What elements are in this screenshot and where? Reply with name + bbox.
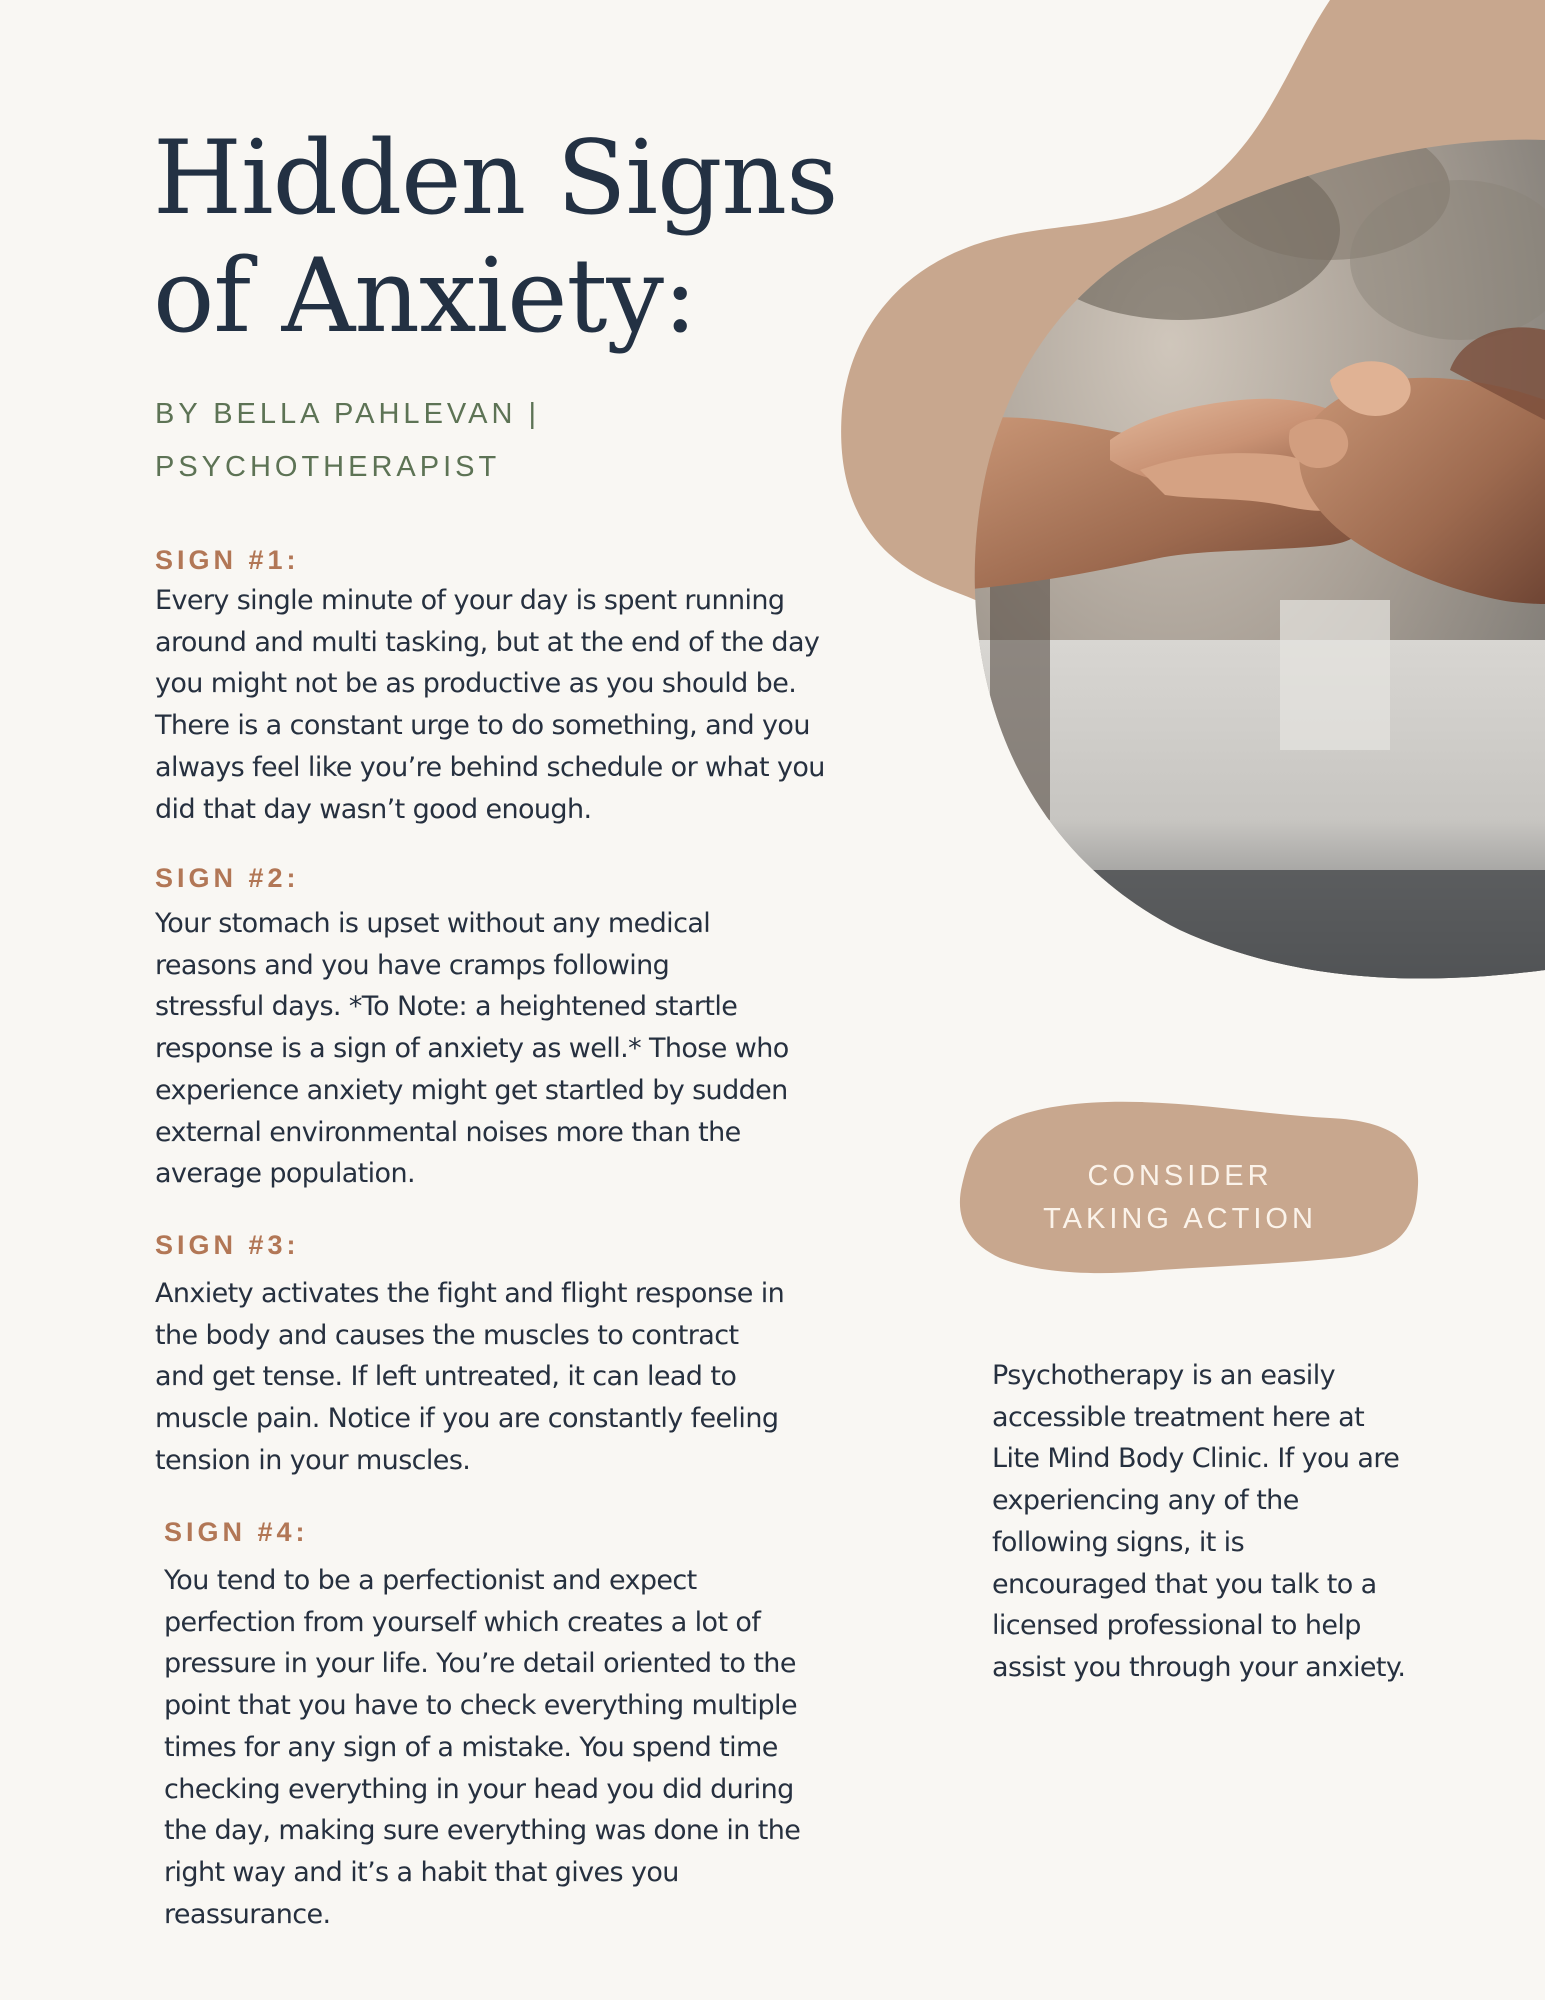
- sign-2-line: reasons and you have cramps following: [155, 949, 670, 981]
- sign-3-line: and get tense. If left untreated, it can lead to: [155, 1361, 737, 1393]
- sign-4-line: reassurance.: [164, 1898, 331, 1930]
- sign-4-line: right way and it’s a habit that gives you: [164, 1856, 679, 1888]
- sign-2-line: average population.: [155, 1158, 415, 1190]
- sign-1-line: always feel like you’re behind schedule or what you: [155, 751, 825, 783]
- title-line-2: of Anxiety:: [153, 237, 697, 356]
- title-line-1: Hidden Signs: [153, 119, 838, 238]
- sign-3-line: tension in your muscles.: [155, 1444, 471, 1476]
- psychotherapy-paragraph: [992, 1355, 1432, 1689]
- sign-4-line: pressure in your life. You’re detail oriented to the: [164, 1648, 796, 1680]
- side-line: assist you through your anxiety.: [992, 1651, 1406, 1683]
- sign-2-line: experience anxiety might get startled by sudden: [155, 1074, 788, 1106]
- sign-1-body: [155, 580, 875, 830]
- sign-3-body: [155, 1273, 875, 1482]
- sign-1-line: There is a constant urge to do something, and you: [155, 710, 810, 742]
- cta-line-1: CONSIDER: [1087, 1160, 1273, 1192]
- side-line: encouraged that you talk to a: [992, 1568, 1377, 1600]
- sign-4-line: times for any sign of a mistake. You spend time: [164, 1731, 778, 1763]
- sign-2-label: SIGN #2:: [155, 863, 300, 893]
- cta-line-2: TAKING ACTION: [1043, 1203, 1317, 1235]
- sign-3-line: muscle pain. Notice if you are constantly feeling: [155, 1403, 779, 1435]
- sign-2-line: response is a sign of anxiety as well.* Those who: [155, 1033, 789, 1065]
- sign-2-line: stressful days. *To Note: a heightened startle: [155, 991, 738, 1023]
- side-line: accessible treatment here at: [992, 1401, 1365, 1433]
- side-line: Psychotherapy is an easily: [992, 1360, 1335, 1391]
- sign-4-body: [164, 1560, 884, 1935]
- side-line: licensed professional to help: [992, 1610, 1361, 1642]
- sign-4-line: You tend to be a perfectionist and expect: [164, 1565, 697, 1596]
- side-line: following signs, it is: [992, 1526, 1245, 1558]
- sign-1-label: SIGN #1:: [155, 545, 300, 575]
- sign-1-line: Every single minute of your day is spent running: [155, 585, 785, 616]
- side-line: experiencing any of the: [992, 1485, 1299, 1517]
- sign-4-label: SIGN #4:: [164, 1517, 309, 1547]
- sign-1-line: you might not be as productive as you should be.: [155, 668, 797, 700]
- page-title: [153, 120, 853, 356]
- sign-2-line: Your stomach is upset without any medical: [155, 908, 711, 939]
- sign-2-body: [155, 903, 875, 1195]
- sign-2-line: external environmental noises more than the: [155, 1116, 741, 1148]
- sign-4-line: checking everything in your head you did during: [164, 1773, 794, 1805]
- byline-line-1: BY BELLA PAHLEVAN |: [155, 398, 540, 430]
- side-line: Lite Mind Body Clinic. If you are: [992, 1443, 1400, 1475]
- sign-1-line: around and multi tasking, but at the end of the day: [155, 626, 820, 658]
- byline-line-2: PSYCHOTHERAPIST: [155, 451, 501, 483]
- sign-3-line: Anxiety activates the fight and flight response in: [155, 1278, 785, 1309]
- sign-1-line: did that day wasn’t good enough.: [155, 793, 592, 825]
- consider-taking-action-button[interactable]: [960, 1155, 1400, 1241]
- sign-4-line: point that you have to check everything multiple: [164, 1690, 797, 1722]
- sign-4-line: perfection from yourself which creates a lot of: [164, 1606, 761, 1638]
- sign-3-line: the body and causes the muscles to contract: [155, 1319, 739, 1351]
- sign-3-label: SIGN #3:: [155, 1230, 300, 1260]
- author-byline: [155, 388, 755, 494]
- sign-4-line: the day, making sure everything was done in the: [164, 1815, 801, 1847]
